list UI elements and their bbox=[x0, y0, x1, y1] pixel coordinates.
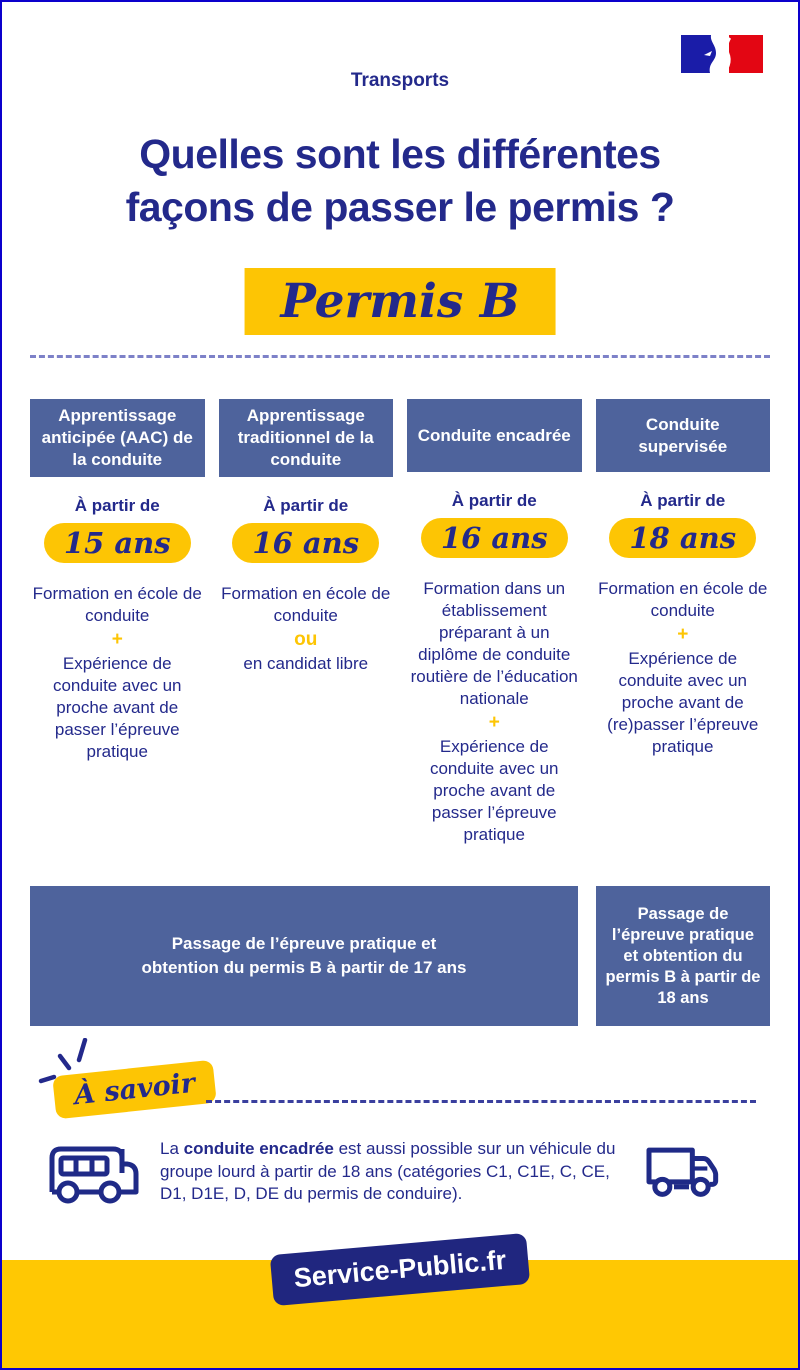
formation-text: Formation en école de conduite bbox=[32, 584, 202, 625]
age-intro: À partir de bbox=[640, 491, 726, 510]
option-column-traditionnel bbox=[219, 399, 394, 846]
page-title-line1: Quelles sont les différentes bbox=[139, 131, 661, 177]
option-column-aac bbox=[30, 399, 205, 846]
age-pill: 16 ans bbox=[232, 523, 379, 563]
age-intro: À partir de bbox=[74, 496, 160, 515]
option-header: Conduite encadrée bbox=[407, 399, 582, 472]
note-prefix: La bbox=[160, 1139, 184, 1158]
page-title bbox=[2, 128, 798, 234]
note-dashed-divider bbox=[206, 1100, 756, 1103]
note-bold-term: conduite encadrée bbox=[183, 1139, 334, 1158]
option-header: Apprentissage anticipée (AAC) de la conduite bbox=[30, 399, 205, 477]
bus-icon bbox=[42, 1140, 146, 1206]
category-label: Transports bbox=[350, 70, 450, 91]
age-intro: À partir de bbox=[451, 491, 537, 510]
formation-text: Formation en école de conduite bbox=[221, 584, 391, 625]
option-header: Apprentissage traditionnel de la conduite bbox=[219, 399, 394, 477]
experience-text: Expérience de conduite avec un proche avant de (re)passer l’épreuve pratique bbox=[607, 649, 759, 756]
options-columns bbox=[30, 399, 770, 846]
a-savoir-badge: À savoir bbox=[52, 1060, 217, 1120]
formation-text: Formation dans un établissement préparant à un diplôme de conduite routière de l’éducation nationale bbox=[410, 579, 578, 708]
passage-wide-text: Passage de l’épreuve pratique et obtention du permis B à partir de 17 ans bbox=[141, 934, 467, 977]
passage-wide-box bbox=[30, 886, 578, 1026]
age-pill: 15 ans bbox=[44, 523, 191, 563]
option-column-encadree bbox=[407, 399, 582, 846]
ou-connector: ou bbox=[294, 629, 318, 650]
age-pill: 18 ans bbox=[609, 518, 756, 558]
service-public-badge: Service-Public.fr bbox=[270, 1233, 531, 1306]
plus-connector: + bbox=[111, 629, 123, 650]
experience-text: en candidat libre bbox=[243, 654, 369, 673]
note-row bbox=[42, 1132, 762, 1206]
passage-narrow-text: Passage de l’épreuve pratique et obtention du permis B à partir de 18 ans bbox=[605, 904, 761, 1007]
option-header: Conduite supervisée bbox=[596, 399, 771, 472]
plus-connector: + bbox=[677, 624, 689, 645]
option-column-supervisee bbox=[596, 399, 771, 846]
passage-row bbox=[30, 886, 770, 1026]
plus-connector: + bbox=[488, 712, 500, 733]
passage-narrow-box bbox=[596, 886, 770, 1026]
truck-icon bbox=[644, 1138, 724, 1204]
page-title-line2: façons de passer le permis ? bbox=[125, 184, 675, 230]
experience-text: Expérience de conduite avec un proche avant de passer l’épreuve pratique bbox=[52, 654, 182, 761]
experience-text: Expérience de conduite avec un proche avant de passer l’épreuve pratique bbox=[429, 737, 559, 844]
france-flag-logo bbox=[681, 35, 763, 73]
formation-text: Formation en école de conduite bbox=[598, 579, 768, 620]
permis-b-badge: Permis B bbox=[245, 268, 556, 335]
age-intro: À partir de bbox=[263, 496, 349, 515]
age-pill: 16 ans bbox=[421, 518, 568, 558]
note-rest: est aussi possible sur un véhicule du groupe lourd à partir de 18 ans (catégories C1, C1E, C, CE, D1, D1E, D, DE du permis de conduire). bbox=[160, 1139, 616, 1203]
top-dashed-divider bbox=[30, 355, 770, 358]
note-text bbox=[160, 1138, 622, 1206]
